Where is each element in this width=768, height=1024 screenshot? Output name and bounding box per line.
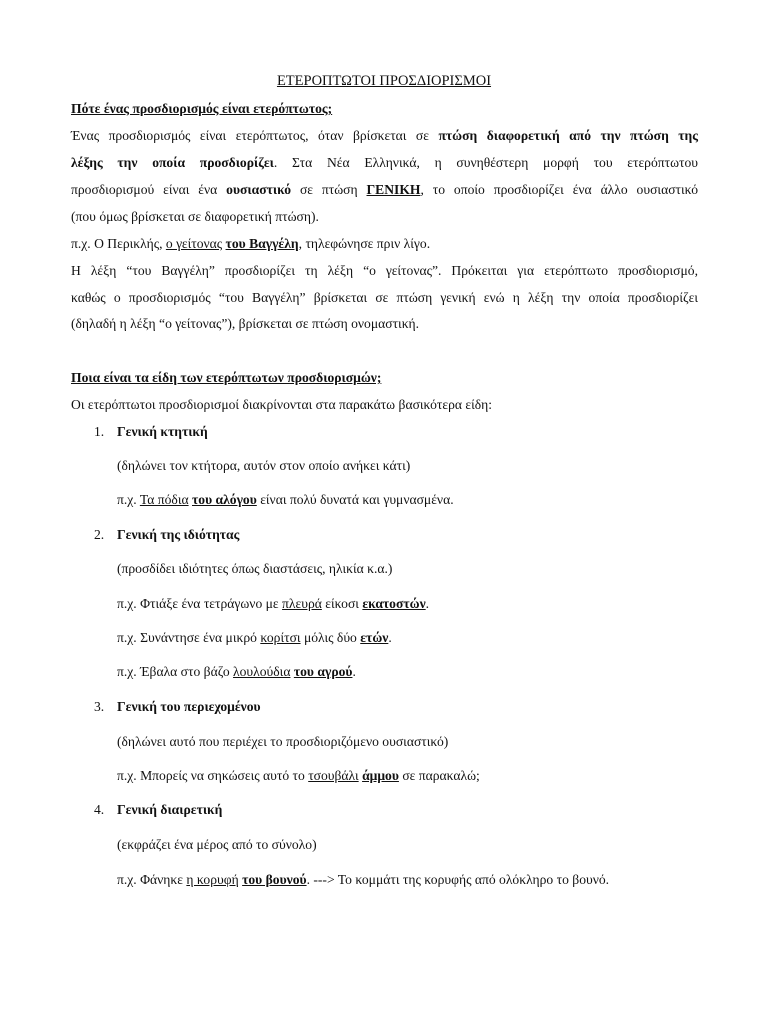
section2-intro: Οι ετερόπτωτοι προσδιορισμοί διακρίνονται στα παρακάτω βασικότερα είδη: — [71, 397, 493, 412]
paragraph2-line2: καθώς ο προσδιορισμός “του Βαγγέλη” βρίσκεται σε πτώση γενική ενώ η λέξη την οποία προσδιορίζει — [71, 290, 698, 305]
text-span: σε παρακαλώ; — [398, 768, 480, 783]
section1-heading: Πότε ένας προσδιορισμός είναι ετερόπτωτος; — [71, 101, 333, 116]
underlined-text: πλευρά — [282, 596, 322, 611]
underlined-text: Τα πόδια — [139, 492, 189, 507]
list-number: 1. — [94, 424, 105, 439]
paragraph1-line2 — [71, 155, 698, 171]
text-span: Ένας προσδιορισμός είναι ετερόπτωτος, όταν βρίσκεται σε — [71, 128, 439, 143]
bold-underlined-text: του βουνού — [242, 872, 307, 887]
text-span: σε πτώση — [291, 182, 367, 197]
example-line — [71, 236, 698, 252]
text-span: . Στα Νέα Ελληνικά, η συνηθέστερη μορφή του ετερόπτωτου — [273, 155, 699, 170]
document-title: ΕΤΕΡΟΠΤΩΤΟΙ ΠΡΟΣΔΙΟΡΙΣΜΟΙ — [276, 73, 492, 89]
bold-underlined-text: του Βαγγέλη — [225, 236, 299, 251]
underlined-text: η κορυφή — [186, 872, 239, 887]
list-item-description: (προσδίδει ιδιότητες όπως διαστάσεις, ηλικία κ.α.) — [117, 561, 393, 576]
text-span: π.χ. — [117, 492, 140, 507]
list-item-title: Γενική κτητική — [117, 424, 208, 439]
text-span: π.χ. Συνάντησε ένα μικρό — [117, 630, 261, 645]
list-item-example — [117, 630, 392, 646]
text-span: π.χ. Ο Περικλής, — [71, 236, 166, 251]
text-span: . — [352, 664, 356, 679]
list-number: 4. — [94, 802, 105, 817]
list-item-example — [117, 768, 480, 784]
section2-heading: Ποια είναι τα είδη των ετερόπτωτων προσδιορισμών; — [71, 370, 382, 385]
bold-text: λέξης την οποία προσδιορίζει — [71, 155, 274, 170]
text-span: . ---> Το κομμάτι της κορυφής από ολόκληρο το βουνό. — [306, 872, 610, 887]
underlined-text: λουλούδια — [233, 664, 291, 679]
text-span: π.χ. Φάνηκε — [117, 872, 187, 887]
bold-underlined-text: του αλόγου — [192, 492, 257, 507]
text-span: . — [388, 630, 392, 645]
bold-underlined-text: ετών — [360, 630, 389, 645]
text-span: μόλις δύο — [300, 630, 361, 645]
bold-underlined-text: ΓΕΝΙΚΗ — [366, 182, 421, 197]
bold-text: πτώση διαφορετική από την πτώση της — [438, 128, 698, 143]
bold-text: ουσιαστικό — [226, 182, 292, 197]
underlined-text: τσουβάλι — [308, 768, 359, 783]
list-item-title: Γενική διαιρετική — [117, 802, 223, 817]
bold-underlined-text: εκατοστών — [362, 596, 426, 611]
bold-underlined-text: του αγρού — [293, 664, 353, 679]
text-span: , τηλεφώνησε πριν λίγο. — [298, 236, 431, 251]
list-number: 3. — [94, 699, 105, 714]
text-span: π.χ. Μπορείς να σηκώσεις αυτό το — [117, 768, 309, 783]
list-item-example — [117, 664, 356, 680]
text-span: . — [425, 596, 430, 611]
list-item-title: Γενική της ιδιότητας — [117, 527, 240, 542]
list-item-description: (εκφράζει ένα μέρος από το σύνολο) — [117, 837, 317, 852]
text-span: είκοσι — [321, 596, 363, 611]
list-item-title: Γενική του περιεχομένου — [117, 699, 261, 714]
bold-underlined-text: άμμου — [362, 768, 399, 783]
list-item-example — [117, 872, 609, 888]
underlined-text: κορίτσι — [260, 630, 301, 645]
paragraph2-line3: (δηλαδή η λέξη “ο γείτονας”), βρίσκεται σε πτώση ονομαστική. — [71, 316, 420, 331]
paragraph2-line1: Η λέξη “του Βαγγέλη” προσδιορίζει τη λέξη “ο γείτονας”. Πρόκειται για ετερόπτωτο προσδιορισμό, — [71, 263, 698, 278]
list-item-example — [117, 596, 429, 612]
paragraph1-line4: (που όμως βρίσκεται σε διαφορετική πτώση). — [71, 209, 319, 224]
text-span: προσδιορισμού είναι ένα — [71, 182, 227, 197]
list-item-description: (δηλώνει τον κτήτορα, αυτόν στον οποίο ανήκει κάτι) — [117, 458, 411, 473]
text-span: π.χ. Φτιάξε ένα τετράγωνο με — [117, 596, 283, 611]
list-item-example — [117, 492, 454, 508]
text-span: , το οποίο προσδιορίζει ένα άλλο ουσιαστικό — [420, 182, 698, 197]
paragraph1-line3 — [71, 182, 698, 198]
text-span: π.χ. Έβαλα στο βάζο — [117, 664, 234, 679]
list-item-description: (δηλώνει αυτό που περιέχει το προσδιοριζόμενο ουσιαστικό) — [117, 734, 449, 749]
underlined-text: ο γείτονας — [165, 236, 223, 251]
list-number: 2. — [94, 527, 105, 542]
text-span: είναι πολύ δυνατά και γυμνασμένα. — [256, 492, 454, 507]
paragraph1-line1 — [71, 128, 698, 144]
